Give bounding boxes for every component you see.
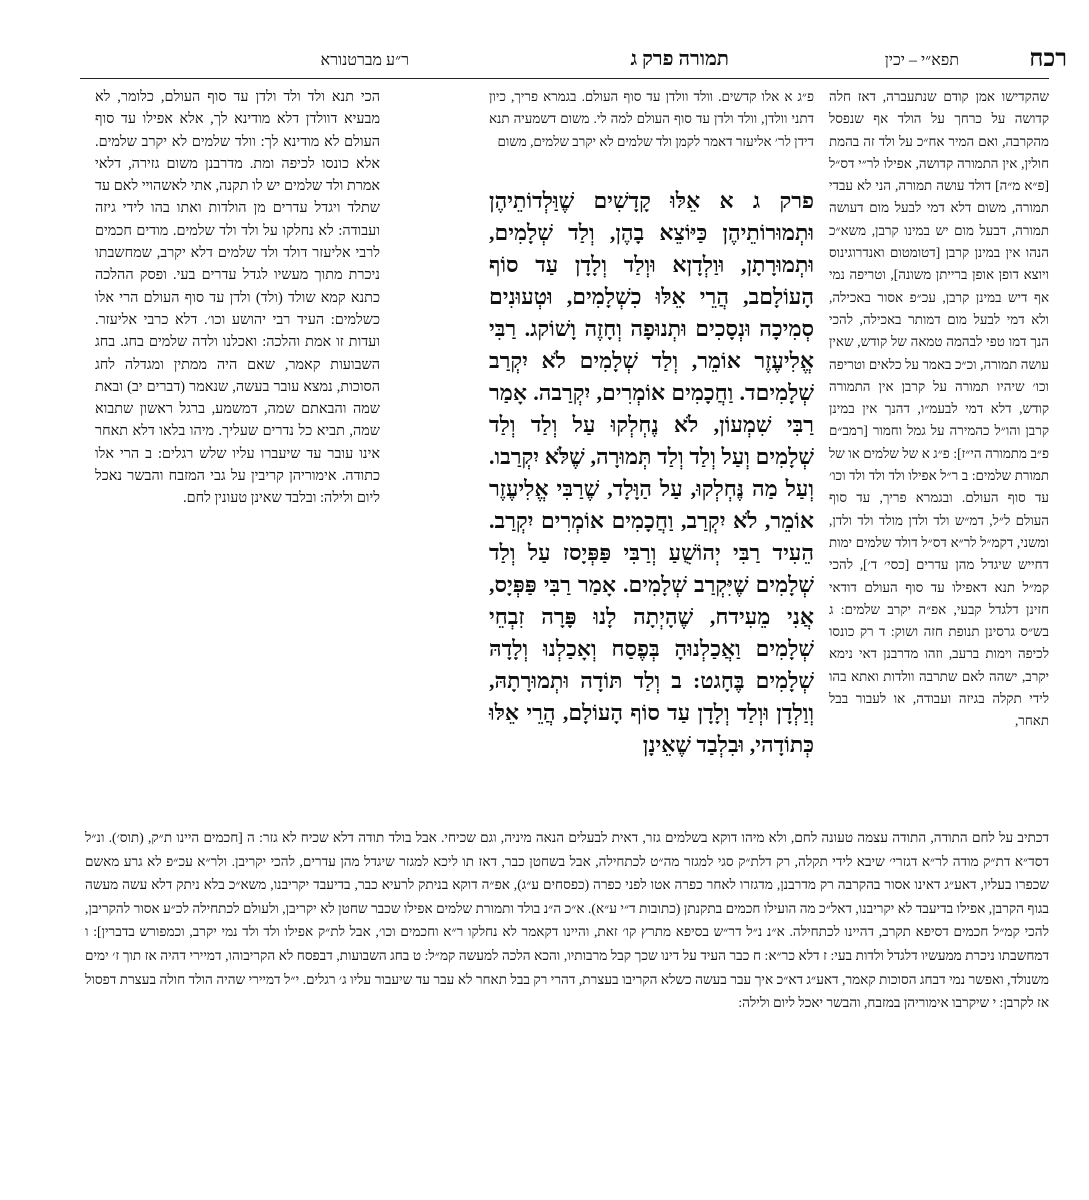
commentary-bartenura-label: ר״ע מברטנורא (320, 52, 409, 69)
header-divider (80, 78, 1049, 79)
mishna-text: פרק ג א אֵלּוּ קָדָשִׁים שֶׁוַּלְדוֹתֵיהֶן וּתְמוּרוֹתֵיהֶן כַּיּוֹצֵא בָהֶן, וְלַד שְׁלָמִים, וּתְמוּרָתָן, וּוַלְדָןא וּוְלַד וְלָדָן עַד סוֹף הָעוֹלָםב, הֲרֵי אֵלּוּ כִשְׁלָמִים, וּטְעוּנִים סְמִיכָה וּנְסָכִים וּתְנוּפָה וְחָזֶה וָשׁוֹקג. רַבִּי אֱלִיעֶזֶר אוֹמֵר, וְלַד שְׁלָמִים לֹא יִקְרַב שְׁלָמִיםד. וַחֲכָמִים אוֹמְרִים, יִקְרַבה. אָמַר רַבִּי שִׁמְעוֹן, לֹא נֶחְלְקוּ עַל וְלַד וְלַד שְׁלָמִים וְעַל וְלַד וְלַד תְּמוּרָה, שֶׁלֹּא יִקְרַבו. וְעַל מַה נֶּחְלְקוּ, עַל הַוָּלָד, שֶׁרַבִּי אֱלִיעֶזֶר אוֹמֵר, לֹא יִקְרַב, וַחֲכָמִים אוֹמְרִים יִקְרַב. הֵעִיד רַבִּי יְהוֹשֻׁעַ וְרַבִּי פַּפְּיָסז עַל וְלַד שְׁלָמִים שֶׁיִּקְרַב שְׁלָמִים. אָמַר רַבִּי פַּפְּיָס, אֲנִי מֵעִידח, שֶׁהָיְתָה לָנוּ פָּרָה זִבְחֵי שְׁלָמִים וַאֲכַלְנוּהָ בְּפֶסַח וְאָכַלְנוּ וְלָדָהּ שְׁלָמִים בֶּחָגט: ב וְלַד תּוֹדָה וּתְמוּרָתָהּ, וְוַלְדָן וּוְלַד וְלָדָן עַד סוֹף הָעוֹלָם, הֲרֵי אֵלּוּ כְּתוֹדָהי, וּבִלְבַד שֶׁאֵינָן (489, 188, 814, 757)
page-number: רכח (1029, 46, 1067, 72)
bartenura-commentary: הכי תנא ולד ולד ולדן עד סוף העולם, כלומר, לא מבעיא דוולדן דלא מודינא לך, אלא אפילו עד סוף העולם לא מודינא לך: וולד שלמים לא יקרב שלמים. אלא כונסו לכיפה ומת. מדרבנן משום גזירה, דלאי אמרת ולד שלמים יש לו תקנה, אתי לאשהויי לאם עד שתלד ויגדל עדרים מן הולדות ואתו בהו לידי גיזה ועבודה: לא נחלקו על ולד ולד שלמים. מודים חכמים לרבי אליעזר דולד ולד שלמים דלא יקרב, שמחשבתו ניכרת מתוך מעשיו לגדל עדרים בעי. ופסק ההלכה כתנא קמא שולד (ולד) ולדן עד סוף העולם הרי אלו כשלמים: העיד רבי יהושע וכו׳. דלא כרבי אליעזר. ועדות זו אמת והלכה: ואכלנו ולדה שלמים בחג. בחג השבועות קאמר, שאם היה ממתין ומגדלה לחג הסוכות, נמצא עובר בעשה, שנאמר (דברים יב) ובאת שמה והבאתם שמה, דמשמע, ברגל ראשון שתבוא שמה, תביא כל נדרים שעליך. מיהו בלאו דלא תאחר אינו עובר עד שיעברו עליו שלש רגלים: ב הרי אלו כתודה. אימוריהן קריבין על גבי המזבח והבשר נאכל ליום ולילה: ובלבד שאינן טעונין לחם. (95, 89, 380, 507)
tractate-chapter-title: תמורה פרק ג (630, 48, 729, 70)
tiferet-yisrael-commentary: שהקדישו אמן קודם שנתעברה, דאז חלה קדושה על כרחך על הולד אף שנפסל מהקרבה, ואם המיר אח״כ על ולד זה בהמת חולין, אין התמורה קדושה, אפילו לר״י דס״ל [פ״א מ״ה] דולד עושה תמורה, הני לא עבדי תמורה, משום דלא דמי לבעל מום דעושה תמורה, דבעל מום יש במינו קרבן, משא״כ הנהו אין במינן קרבן [דטומטום ואנדרוגינוס ויוצא דופן אופן ברייתן משונה], וטריפה נמי אף דיש במינן קרבן, עכ״פ אסור באכילה, ולא דמי לבעל מום דמותר באכילה, להכי הנך דמו טפי לבהמה טמאה של קודש, שאין עושה תמורה, וכ״כ באמר על כלאים וטריפה וכו׳ שיהיו תמורה על קרבן אין התמורה קודש, דלא דמי לבעמ״ו, דהנך אין במינן קרבן והו״ל כהמירה על גמל וחמור [רמב״ם פ״ב מתמורה הי״ז]: פ״ג א של שלמים או של תמורת שלמים: ב ר״ל אפילו ולד ולד ולד וכו׳ עד סוף העולם. ובגמרא פריך, עד סוף העולם ל״ל, דמ״ש ולד ולדן מולד ולד ולדן, ומשני, דקמ״ל לר״א דס״ל דולד שלמים ימות דחייש שיגדל מהן עדרים [כסי׳ ד׳], להכי קמ״ל תנא דאפילו עד סוף העולם דודאי חזינן דלגדל קבעי, אפ״ה יקרב שלמים: ג בש״ס גרסינן תנופת חזה ושוק: ד רק כונסו לכיפה וימות ברעב, וזהו מדרבנן דאי נימא יקרב, ישהה לאם שתרבה וולדות ואתא בהו לידי תקלה בגיזה ועבודה, או לעבור בבל תאחר, (829, 89, 1049, 729)
tiferet-yisrael-footnotes: דכתיב על לחם התודה, התודה עצמה טעונה לחם, ולא מיהו דוקא בשלמים גזר, דאית לבעלים הנאה מיניה, וגם שכיחי. אבל בולד תודה דלא שכיח לא גזר: ה [חכמים היינו ת״ק, (תוס׳). ונ״ל דסד״א דת״ק מודה לר״א דגזרי׳ שיבא לידי תקלה, רק דלת״ק סגי למגזר מה״ט לכתחילה, אבל בשחטן כבר, דאז תו ליכא למגזר שיגדל מהן עדרים, להכי יקריבן. ולר״א עכ״פ לא גרע מאשם שכפרו בעליו, דאע״ג דאינו אסור בהקרבה רק מדרבנן, מדגזרו לאחר כפרה אטו לפני כפרה (כפסחים ע״ג), אפ״ה דוקא בניתק לרעיא כבר, בדיעבד יקריבנו, משא״כ בלא ניתק דלא עשה מעשה בגוף הקרבן, אפילו בדיעבד לא יקריבנו, דאל״כ מה הועילו חכמים בתקנתן (כתובות ד״י ע״א). א״כ ה״נ בולד ותמורת שלמים אפילו שכבר שחטן לא יקריבן, ולעולם לכתחילה לכ״ע אסור להקריבן, להכי קמ״ל חכמים דסיפא תקרב, דהיינו לכתחילה. א״נ נ״ל דר״ש בסיפא מתרץ קו׳ זאת, והיינו דקאמר לא נחלקו ר״א וחכמים וכו׳, אבל לת״ק אפילו ולד ולד נמי יקרב, וכמפורש בדברין]: ו דמחשבתו ניכרת ממעשיו דלגדל ולדות בעי: ז דלא כר״א: ח כבר העיד על דינו שכך קבל מרבותיו, והכא הלכה למעשה קמ״ל: ט בחג השבועות, דבפסח לא הקריבוהו, דמיירי דהיה אז תוך ז׳ ימים משנולד, ואפשר נמי דבחג הסוכות קאמר, דאע״ג דא״כ איך עבר בעשה כשלא הקריבו בעצרת, דהרי רק בבל תאחר לא עבר עד שיעבור עליו ג׳ רגלים. י״ל דמיירי שהיה הולד חולה בעצרת דפסול אז לקרבן: י שיקרבו אימוריהן במזבח, והבשר יאכל ליום ולילה: (85, 830, 1049, 1011)
commentary-yachin-label: תפא״י – יכין (884, 52, 959, 69)
page-header (270, 46, 1067, 78)
bartenura-intro: פ״ג א אלו קדשים. וולד וולדן עד סוף העולם. בגמרא פריך, כיון דתני וולדן, וולד ולדן עד סוף העולם למה לי. משום דשמעיה תנא דידן לר׳ אליעזר דאמר לקמן ולד שלמים לא יקרב שלמים, משום (489, 89, 814, 149)
